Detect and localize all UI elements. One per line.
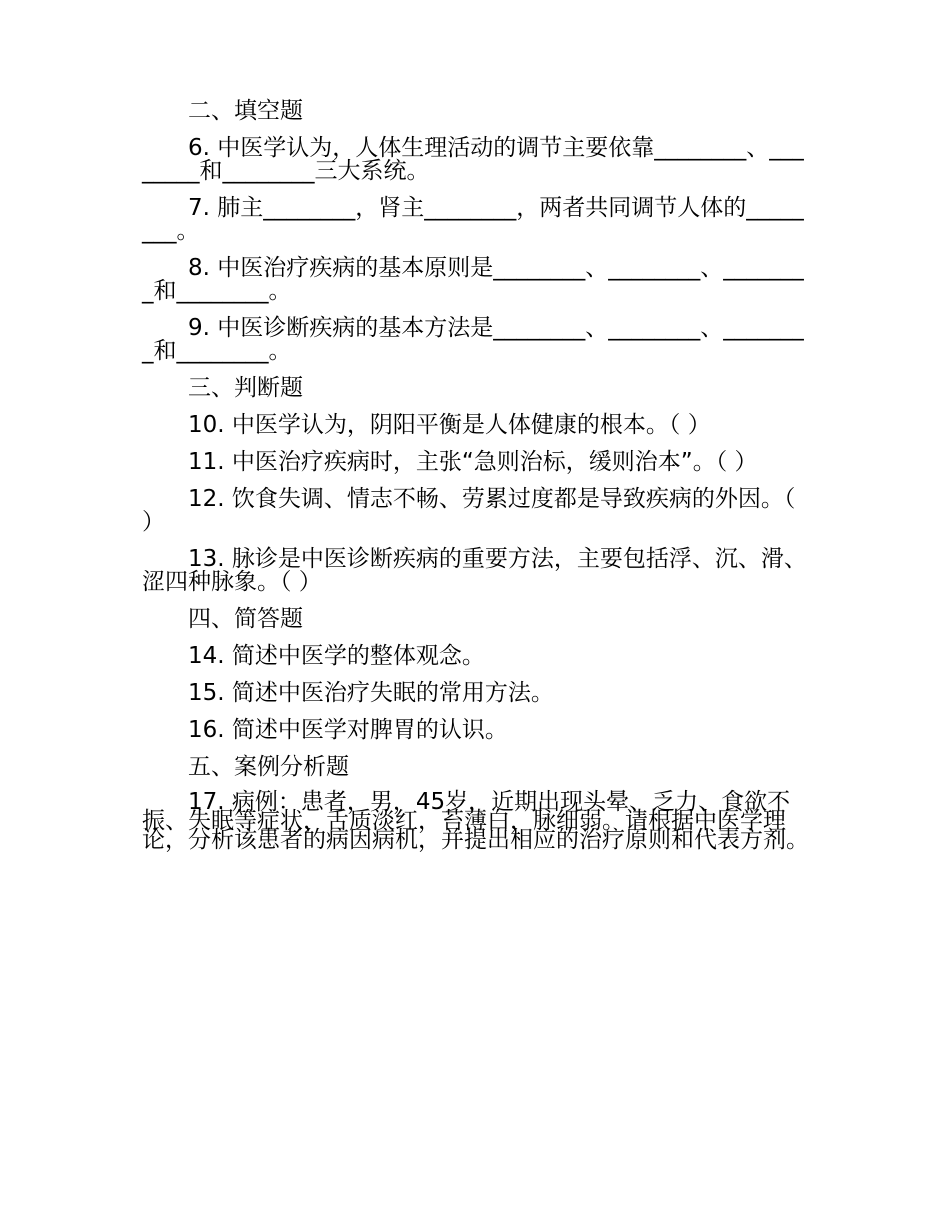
section-heading-short-answer: 四、简答题 (188, 606, 303, 632)
question-15: 15. 简述中医治疗失眠的常用方法。 (188, 680, 554, 706)
question-9: 9. 中医诊断疾病的基本方法是________、________、________和________。 (142, 315, 804, 364)
section-heading-fill-blank: 二、填空题 (188, 98, 303, 124)
document-page (142, 98, 810, 853)
question-7: 7. 肺主________，肾主________，两者共同调节人体的________。 (142, 195, 804, 244)
question-13: 13. 脉诊是中医诊断疾病的重要方法，主要包括浮、沉、滑、涩四种脉象。（ ） (142, 546, 807, 595)
question-11: 11. 中医治疗疾病时，主张“急则治标，缓则治本”。（ ） (188, 449, 758, 475)
question-16: 16. 简述中医学对脾胃的认识。 (188, 717, 508, 743)
question-17: 17. 病例：患者，男，45岁，近期出现头晕、乏力、食欲不振、失眠等症状，舌质淡红，苔薄白，脉细弱。请根据中医学理论，分析该患者的病因病机，并提出相应的治疗原则和代表方剂。 (142, 789, 809, 853)
section-heading-case-analysis: 五、案例分析题 (188, 754, 349, 780)
question-12: 12. 饮食失调、情志不畅、劳累过度都是导致疾病的外因。（ ） (142, 486, 803, 535)
section-heading-true-false: 三、判断题 (188, 375, 303, 401)
question-6: 6. 中医学认为，人体生理活动的调节主要依靠________、________和________三大系统。 (142, 135, 804, 184)
question-8: 8. 中医治疗疾病的基本原则是________、________、________和________。 (142, 255, 804, 304)
question-14: 14. 简述中医学的整体观念。 (188, 643, 485, 669)
question-10: 10. 中医学认为，阴阳平衡是人体健康的根本。（ ） (188, 412, 711, 438)
